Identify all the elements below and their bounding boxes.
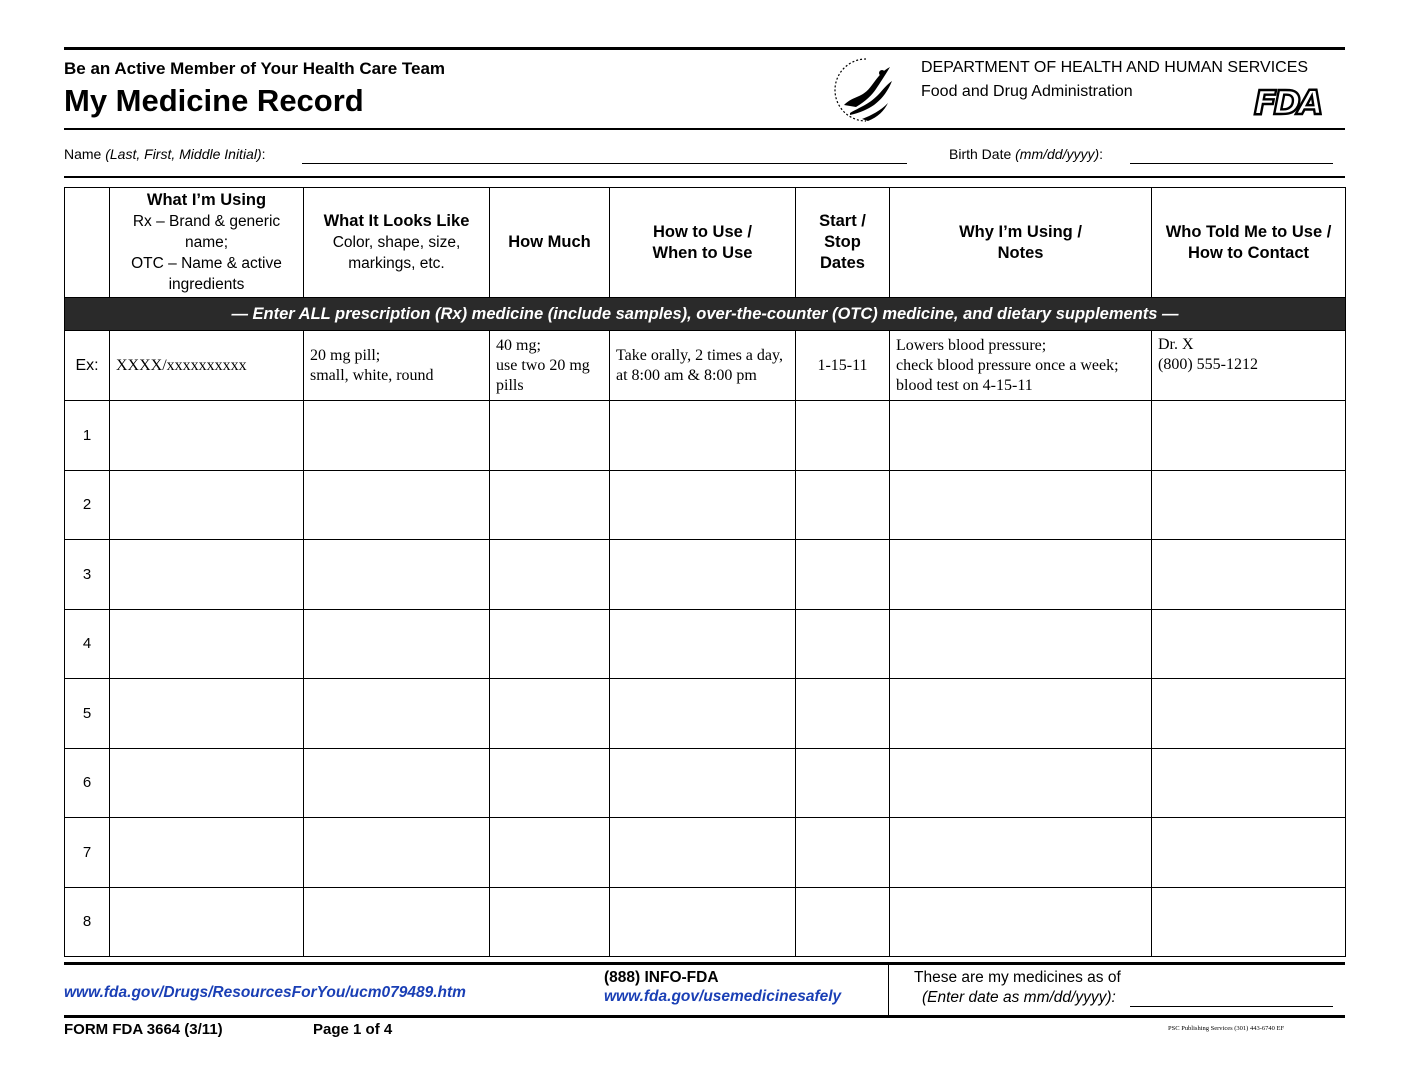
- entry-cell[interactable]: [796, 887, 890, 957]
- entry-cell[interactable]: [1152, 540, 1346, 610]
- header-start-stop-dates: Start / Stop Dates: [796, 188, 890, 298]
- instruction-banner: — Enter ALL prescription (Rx) medicine (include samples), over-the-counter (OTC) medicine, and dietary supplements —: [65, 298, 1346, 331]
- entry-cell[interactable]: [890, 679, 1152, 749]
- entry-cell[interactable]: [610, 679, 796, 749]
- entry-cell[interactable]: [610, 401, 796, 471]
- entry-cell[interactable]: [890, 609, 1152, 679]
- entry-cell[interactable]: [304, 887, 490, 957]
- footer-divider: [888, 964, 889, 1016]
- as-of-date-input[interactable]: [1130, 1006, 1333, 1007]
- entry-cell[interactable]: [110, 818, 304, 888]
- entry-cell[interactable]: [796, 401, 890, 471]
- entry-cell[interactable]: [796, 679, 890, 749]
- entry-cell[interactable]: [304, 748, 490, 818]
- name-input[interactable]: [302, 163, 907, 164]
- as-of-label: These are my medicines as of: [914, 969, 1121, 986]
- entry-cell[interactable]: [490, 679, 610, 749]
- entry-cell[interactable]: [490, 470, 610, 540]
- header-how-much: How Much: [490, 188, 610, 298]
- entry-cell[interactable]: [1152, 818, 1346, 888]
- hhs-eagle-seal-icon: [832, 55, 900, 125]
- entry-cell[interactable]: [110, 470, 304, 540]
- use-medicine-safely-link[interactable]: www.fda.gov/usemedicinesafely: [604, 988, 842, 1005]
- footer-top-rule: [64, 962, 1345, 965]
- entry-cell[interactable]: [1152, 748, 1346, 818]
- entry-cell[interactable]: [610, 818, 796, 888]
- entry-cell[interactable]: [1152, 887, 1346, 957]
- name-rule: [64, 176, 1345, 178]
- entry-cell[interactable]: [610, 748, 796, 818]
- row-number: 4: [65, 609, 110, 679]
- entry-cell[interactable]: [1152, 401, 1346, 471]
- table-row: [65, 818, 1346, 888]
- page-number: Page 1 of 4: [313, 1021, 393, 1038]
- entry-cell[interactable]: [890, 470, 1152, 540]
- entry-cell[interactable]: [490, 818, 610, 888]
- entry-cell[interactable]: [490, 748, 610, 818]
- row-number: 6: [65, 748, 110, 818]
- header-who-told-me: Who Told Me to Use / How to Contact: [1152, 188, 1346, 298]
- page-title: My Medicine Record: [64, 83, 364, 118]
- department-name: DEPARTMENT OF HEALTH AND HUMAN SERVICES: [921, 59, 1309, 76]
- example-how-to-use: Take orally, 2 times a day, at 8:00 am & 8:00 pm: [610, 331, 796, 401]
- entry-cell[interactable]: [890, 401, 1152, 471]
- entry-cell[interactable]: [304, 609, 490, 679]
- entry-cell[interactable]: [1152, 609, 1346, 679]
- header-rule: [64, 128, 1345, 130]
- medicine-record-table: [64, 187, 1346, 957]
- example-label: Ex:: [65, 331, 110, 401]
- row-number: 3: [65, 540, 110, 610]
- svg-text:FDA: FDA: [1254, 84, 1321, 118]
- example-contact: Dr. X (800) 555-1212: [1152, 331, 1346, 401]
- entry-cell[interactable]: [610, 609, 796, 679]
- entry-cell[interactable]: [610, 887, 796, 957]
- entry-cell[interactable]: [890, 818, 1152, 888]
- entry-cell[interactable]: [796, 540, 890, 610]
- entry-cell[interactable]: [304, 679, 490, 749]
- header-number-cell: [65, 188, 110, 298]
- row-number: 5: [65, 679, 110, 749]
- instruction-banner-row: [65, 298, 1346, 331]
- entry-cell[interactable]: [304, 401, 490, 471]
- entry-cell[interactable]: [490, 609, 610, 679]
- form-number: FORM FDA 3664 (3/11): [64, 1021, 223, 1038]
- table-row: [65, 401, 1346, 471]
- entry-cell[interactable]: [304, 470, 490, 540]
- entry-cell[interactable]: [110, 609, 304, 679]
- table-row: [65, 609, 1346, 679]
- entry-cell[interactable]: [490, 401, 610, 471]
- entry-cell[interactable]: [110, 748, 304, 818]
- example-appearance: 20 mg pill; small, white, round: [304, 331, 490, 401]
- table-row: [65, 470, 1346, 540]
- fda-logo: [1252, 84, 1328, 118]
- form-subtitle: Be an Active Member of Your Health Care Team: [64, 59, 446, 78]
- table-row: [65, 540, 1346, 610]
- birth-date-input[interactable]: [1130, 163, 1333, 164]
- table-row: [65, 748, 1346, 818]
- entry-cell[interactable]: [610, 540, 796, 610]
- table-row: [65, 679, 1346, 749]
- entry-cell[interactable]: [304, 818, 490, 888]
- example-row: [65, 331, 1346, 401]
- example-medicine-name: XXXX/xxxxxxxxxx: [110, 331, 304, 401]
- entry-cell[interactable]: [796, 609, 890, 679]
- example-notes: Lowers blood pressure; check blood pressure once a week; blood test on 4-15-11: [890, 331, 1152, 401]
- entry-cell[interactable]: [110, 401, 304, 471]
- resources-link[interactable]: www.fda.gov/Drugs/ResourcesForYou/ucm079489.htm: [64, 984, 466, 1001]
- publisher-credit: PSC Publishing Services (301) 443-6740 EF: [1168, 1025, 1285, 1032]
- entry-cell[interactable]: [110, 887, 304, 957]
- entry-cell[interactable]: [110, 679, 304, 749]
- entry-cell[interactable]: [490, 887, 610, 957]
- header-row: [65, 188, 1346, 298]
- top-rule: [64, 47, 1345, 50]
- entry-cell[interactable]: [490, 540, 610, 610]
- entry-cell[interactable]: [110, 540, 304, 610]
- header-what-it-looks-like: What It Looks Like Color, shape, size, markings, etc.: [304, 188, 490, 298]
- entry-cell[interactable]: [796, 818, 890, 888]
- example-how-much: 40 mg; use two 20 mg pills: [490, 331, 610, 401]
- entry-cell[interactable]: [1152, 679, 1346, 749]
- entry-cell[interactable]: [796, 748, 890, 818]
- row-number: 7: [65, 818, 110, 888]
- enter-date-label: (Enter date as mm/dd/yyyy):: [922, 989, 1116, 1006]
- table-row: [65, 887, 1346, 957]
- header-why-im-using: Why I’m Using / Notes: [890, 188, 1152, 298]
- row-number: 2: [65, 470, 110, 540]
- entry-cell[interactable]: [890, 540, 1152, 610]
- name-label: Name (Last, First, Middle Initial):: [64, 146, 266, 162]
- footer-bottom-rule: [64, 1015, 1345, 1018]
- row-number: 8: [65, 887, 110, 957]
- entry-cell[interactable]: [610, 470, 796, 540]
- example-dates: 1-15-11: [796, 331, 890, 401]
- header-how-to-use: How to Use / When to Use: [610, 188, 796, 298]
- agency-name: Food and Drug Administration: [921, 83, 1133, 100]
- entry-cell[interactable]: [890, 887, 1152, 957]
- row-number: 1: [65, 401, 110, 471]
- entry-cell[interactable]: [1152, 470, 1346, 540]
- entry-cell[interactable]: [890, 748, 1152, 818]
- entry-cell[interactable]: [796, 470, 890, 540]
- entry-cell[interactable]: [304, 540, 490, 610]
- header-what-im-using: What I’m Using Rx – Brand & generic name; OTC – Name & active ingredients: [110, 188, 304, 298]
- birth-date-label: Birth Date (mm/dd/yyyy):: [949, 146, 1104, 162]
- info-phone: (888) INFO-FDA: [604, 969, 719, 986]
